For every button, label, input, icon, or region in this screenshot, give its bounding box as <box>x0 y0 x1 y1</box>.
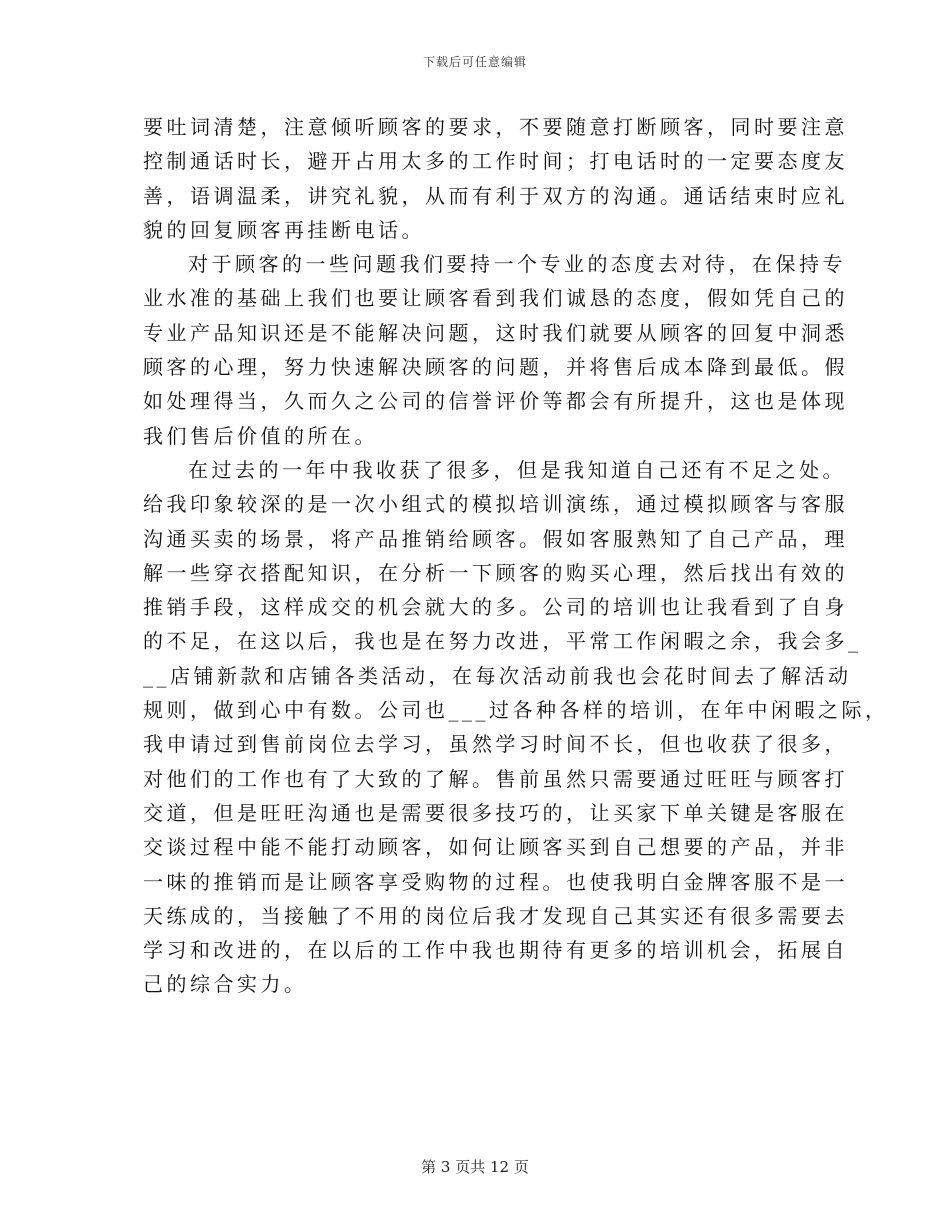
text-line: 控制通话时长，避开占用太多的工作时间；打电话时的一定要态度友 <box>143 149 848 174</box>
text-line: 一味的推销而是让顾客享受购物的过程。也使我明白金牌客服不是一 <box>143 869 848 894</box>
text-line: 的不足，在这以后，我也是在努力改进，平常工作闲暇之余，我会多_ <box>143 629 862 654</box>
body-text <box>143 110 889 1002</box>
text-line: 解一些穿衣搭配知识，在分析一下顾客的购买心理，然后找出有效的 <box>143 560 848 585</box>
text-line: 沟通买卖的场景，将产品推销给顾客。假如客服熟知了自己产品，理 <box>143 526 848 551</box>
text-line: 要吐词清楚，注意倾听顾客的要求，不要随意打断顾客，同时要注意 <box>143 115 848 139</box>
text-line: 我们售后价值的所在。 <box>143 423 378 448</box>
text-line: 己的综合实力。 <box>143 972 308 997</box>
text-line: __店铺新款和店铺各类活动，在每次活动前我也会花时间去了解活动 <box>143 663 852 688</box>
text-line: 专业产品知识还是不能解决问题，这时我们就要从顾客的回复中洞悉 <box>143 320 848 345</box>
text-line: 推销手段，这样成交的机会就大的多。公司的培训也让我看到了自身 <box>143 595 848 620</box>
text-line: 对他们的工作也有了大致的了解。售前虽然只需要通过旺旺与顾客打 <box>143 766 848 791</box>
page-footer: 第 3 页共 12 页 <box>421 1158 529 1176</box>
text-line: 天练成的，当接触了不用的岗位后我才发现自己其实还有很多需要去 <box>143 903 848 928</box>
paragraph-first-line: 在过去的一年中我收获了很多，但是我知道自己还有不足之处。 <box>188 457 846 482</box>
text-line: 交道，但是旺旺沟通也是需要很多技巧的，让买家下单关键是客服在 <box>143 800 848 825</box>
text-line: 如处理得当，久而久之公司的信誉评价等都会有所提升，这也是体现 <box>143 389 848 414</box>
text-line: 顾客的心理，努力快速解决顾客的问题，并将售后成本降到最低。假 <box>143 355 848 380</box>
page-header: 下载后可任意编辑 <box>422 55 527 69</box>
text-line: 规则，做到心中有数。公司也___过各种各样的培训，在年中闲暇之际， <box>143 698 889 723</box>
text-line: 交谈过程中能不能打动顾客，如何让顾客买到自己想要的产品，并非 <box>143 835 848 860</box>
text-line: 业水准的基础上我们也要让顾客看到我们诚恳的态度，假如凭自己的 <box>143 286 848 311</box>
paragraph-first-line: 对于顾客的一些问题我们要持一个专业的态度去对待，在保持专 <box>188 252 846 277</box>
text-line: 学习和改进的，在以后的工作中我也期待有更多的培训机会，拓展自 <box>143 938 848 963</box>
text-line: 貌的回复顾客再挂断电话。 <box>143 217 425 242</box>
text-line: 善，语调温柔，讲究礼貌，从而有利于双方的沟通。通话结束时应礼 <box>143 183 848 208</box>
text-line: 我申请过到售前岗位去学习，虽然学习时间不长，但也收获了很多， <box>143 732 848 757</box>
text-line: 给我印象较深的是一次小组式的模拟培训演练，通过模拟顾客与客服 <box>143 492 848 517</box>
